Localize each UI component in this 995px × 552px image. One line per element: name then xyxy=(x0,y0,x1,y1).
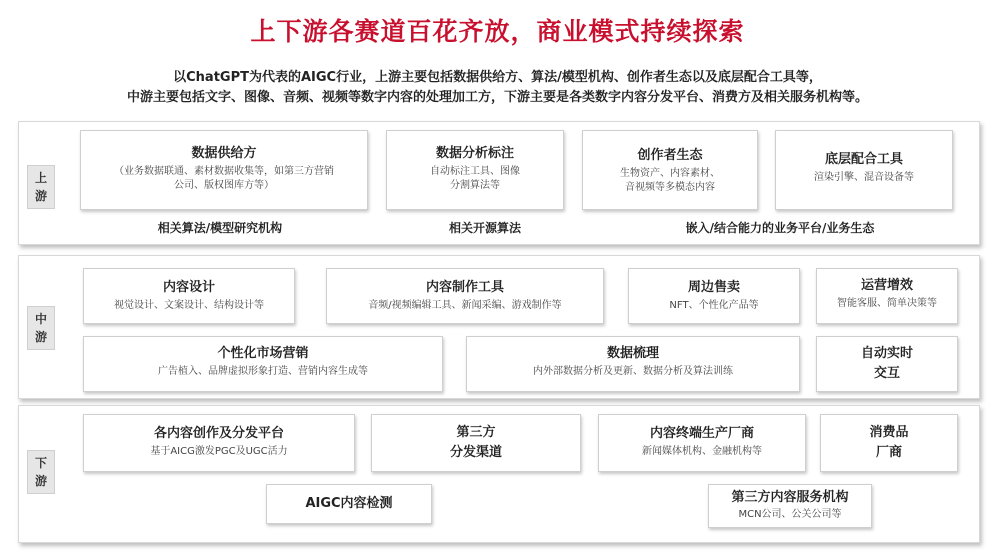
box-terminal-producers xyxy=(598,414,806,472)
box-operations xyxy=(816,268,958,324)
box-title: 周边售卖 xyxy=(687,280,740,295)
box-personalized-marketing xyxy=(83,336,443,392)
box-desc: 智能客服、简单决策等 xyxy=(837,298,937,309)
midstream-side-label: 中 游 xyxy=(27,306,55,350)
box-desc: 视觉设计、文案设计、结构设计等 xyxy=(114,300,264,311)
intro-line-1: 以ChatGPT为代表的AIGC行业，上游主要包括数据供给方、算法/模型机构、创作者生态以及底层配合工具等， xyxy=(173,70,822,85)
box-content-design xyxy=(83,268,295,324)
box-title: 个性化市场营销 xyxy=(217,346,309,361)
box-third-party-channels xyxy=(371,414,581,472)
box-merch-sales xyxy=(628,268,800,324)
page-title: 上下游各赛道百花齐放，商业模式持续探索 xyxy=(250,17,745,46)
box-title: 创作者生态 xyxy=(637,148,703,163)
box-data-supplier xyxy=(80,130,368,210)
box-desc: 基于AICG激发PGC及UGC活力 xyxy=(150,446,288,457)
box-title: 消费品 厂商 xyxy=(869,425,909,460)
upstream-side-label: 上 游 xyxy=(27,165,55,209)
label-business-platforms: 嵌入/结合能力的业务平台/业务生态 xyxy=(685,221,875,235)
box-desc: 自动标注工具、图像 分割算法等 xyxy=(430,166,520,191)
box-title: 自动实时 交互 xyxy=(860,346,913,381)
label-open-source: 相关开源算法 xyxy=(448,221,521,235)
box-aigc-detection xyxy=(266,484,432,524)
box-desc: 生物资产、内容素材、 音视频等多模态内容 xyxy=(620,168,720,193)
box-title: AIGC内容检测 xyxy=(305,496,393,511)
box-title: 第三方内容服务机构 xyxy=(731,490,849,505)
box-realtime-interaction xyxy=(816,336,958,392)
box-content-tools xyxy=(326,268,604,324)
box-desc: （业务数据联通、素材数据收集等，如第三方营销 公司、版权图库方等） xyxy=(114,166,334,191)
box-desc: 音频/视频编辑工具、新闻采编、游戏制作等 xyxy=(368,300,562,311)
box-title: 数据梳理 xyxy=(606,346,659,361)
box-desc: NFT、个性化产品等 xyxy=(669,300,759,311)
box-title: 各内容创作及分发平台 xyxy=(153,426,284,441)
box-title: 内容终端生产厂商 xyxy=(649,426,754,441)
box-third-party-services xyxy=(708,484,872,528)
box-desc: 渲染引擎、混音设备等 xyxy=(814,172,914,183)
downstream-side-label: 下 游 xyxy=(27,450,55,494)
box-title: 第三方 分发渠道 xyxy=(449,425,502,460)
box-consumer-goods xyxy=(820,414,958,472)
box-desc: 广告植入、品牌虚拟形象打造、营销内容生成等 xyxy=(158,366,368,377)
box-creator-ecosystem xyxy=(582,130,758,210)
box-creation-distribution-platforms xyxy=(83,414,355,472)
box-desc: 新闻媒体机构、金融机构等 xyxy=(642,446,762,457)
box-title: 数据供给方 xyxy=(191,146,257,161)
box-title: 数据分析标注 xyxy=(435,146,514,161)
box-desc: 内外部数据分析及更新、数据分析及算法训练 xyxy=(533,366,733,377)
box-title: 内容制作工具 xyxy=(425,280,504,295)
intro-line-2: 中游主要包括文字、图像、音频、视频等数字内容的处理加工方，下游主要是各类数字内容分发平台、消费方及相关服务机构等。 xyxy=(126,90,868,105)
box-title: 底层配合工具 xyxy=(824,152,903,167)
box-data-organization xyxy=(466,336,800,392)
box-base-tools xyxy=(775,130,953,210)
box-desc: MCN公司、公关公司等 xyxy=(738,509,842,520)
box-title: 运营增效 xyxy=(860,278,913,293)
box-title: 内容设计 xyxy=(162,280,215,295)
box-data-annotation xyxy=(386,130,564,210)
label-algorithm-institutions: 相关算法/模型研究机构 xyxy=(157,221,283,235)
